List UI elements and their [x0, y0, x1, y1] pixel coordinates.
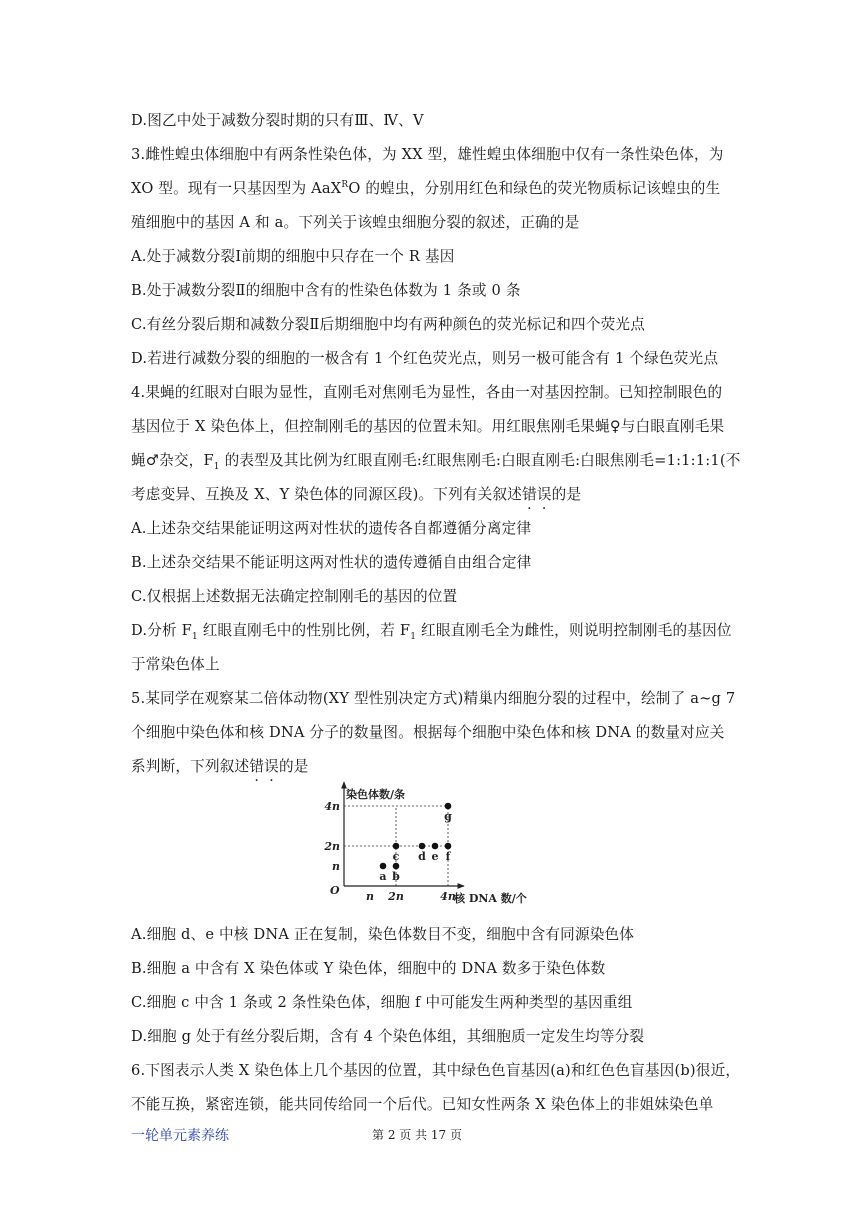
data-point-label-f: f	[445, 850, 451, 863]
option-d-q2: D.图乙中处于减数分裂时期的只有Ⅲ、Ⅳ、Ⅴ	[131, 112, 424, 129]
origin-label: O	[330, 884, 340, 897]
x-tick-label: 2n	[388, 890, 404, 903]
data-points	[379, 803, 452, 883]
data-point-label-g: g	[444, 810, 452, 823]
data-point-g	[445, 803, 452, 810]
data-point-label-a: a	[379, 870, 387, 883]
data-point-label-d: d	[418, 850, 426, 863]
option-c-q3: C.有丝分裂后期和减数分裂Ⅱ后期细胞中均有两种颜色的荧光标记和四个荧光点	[131, 316, 646, 333]
question-5-line-2: 个细胞中染色体和核 DNA 分子的数量图。根据每个细胞中染色体和核 DNA 的数量对应关	[131, 724, 725, 741]
option-d-q3: D.若进行减数分裂的细胞的一极含有 1 个红色荧光点，则另一极可能含有 1 个绿色荧光点	[131, 350, 719, 367]
data-point-label-b: b	[392, 870, 400, 883]
data-point-b	[393, 863, 400, 870]
option-a-q5: A.细胞 d、e 中核 DNA 正在复制，染色体数目不变，细胞中含有同源染色体	[131, 926, 635, 943]
chromosome-dna-scatter-chart	[314, 776, 534, 910]
option-d-q5: D.细胞 g 处于有丝分裂后期，含有 4 个染色体组，其细胞质一定发生均等分裂	[131, 1028, 645, 1045]
question-3-line-1: 3.雌性蝗虫体细胞中有两条性染色体，为 XX 型，雄性蝗虫体细胞中仅有一条性染色体，为	[131, 146, 724, 163]
data-point-f	[445, 843, 452, 850]
option-b-q4: B.上述杂交结果不能证明这两对性状的遗传遵循自由组合定律	[131, 554, 532, 571]
option-d-q4-line-2: 于常染色体上	[131, 656, 220, 673]
x-tick-label: 4n	[440, 890, 456, 903]
question-3-line-2: XO 型。现有一只基因型为 AaX$^R$O 的蝗虫，分别用红色和绿色的荧光物质标记该蝗虫的生	[131, 180, 721, 197]
y-tick-label: 2n	[324, 840, 340, 853]
question-6-line-2: 不能互换，紧密连锁，能共同传给同一个后代。已知女性两条 X 染色体上的非姐妹染色单	[131, 1096, 714, 1113]
option-b-q5: B.细胞 a 中含有 X 染色体或 Y 染色体，细胞中的 DNA 数多于染色体数	[131, 960, 606, 977]
option-a-q4: A.上述杂交结果能证明这两对性状的遗传各自都遵循分离定律	[131, 520, 532, 537]
question-5-line-3: 系判断，下列叙述错误的是	[131, 758, 309, 775]
x-axis-label: 核 DNA 数/个	[454, 892, 527, 905]
data-point-a	[380, 863, 387, 870]
footer-series-title: 一轮单元素养练	[131, 1128, 229, 1144]
question-4-line-1: 4.果蝇的红眼对白眼为显性，直刚毛对焦刚毛为显性，各由一对基因控制。已知控制眼色的	[131, 384, 723, 401]
y-axis-label: 染色体数/条	[346, 788, 406, 801]
x-tick-label: n	[366, 890, 374, 903]
data-point-label-e: e	[431, 850, 439, 863]
y-tick-label: n	[332, 860, 340, 873]
question-5-line-1: 5.某同学在观察某二倍体动物(XY 型性别决定方式)精巢内细胞分裂的过程中，绘制了 a~g 7	[131, 690, 736, 707]
question-4-line-2: 基因位于 X 染色体上，但控制刚毛的基因的位置未知。用红眼焦刚毛果蝇♀与白眼直刚毛果	[131, 418, 725, 435]
chart-svg	[314, 776, 534, 910]
option-a-q3: A.处于减数分裂Ⅰ前期的细胞中只存在一个 R 基因	[131, 248, 455, 265]
option-c-q4: C.仅根据上述数据无法确定控制刚毛的基因的位置	[131, 588, 458, 605]
option-c-q5: C.细胞 c 中含 1 条或 2 条性染色体，细胞 f 中可能发生两种类型的基因重组	[131, 994, 633, 1011]
option-d-q4-line-1: D.分析 $F_1$ 红眼直刚毛中的性别比例，若 $F_1$ 红眼直刚毛全为雌性，则说明控制刚毛的基因位	[131, 622, 732, 642]
data-point-label-c: c	[392, 850, 400, 863]
question-3-line-3: 殖细胞中的基因 A 和 a。下列关于该蝗虫细胞分裂的叙述，正确的是	[131, 214, 580, 231]
question-4-line-4: 考虑变异、互换及 X、Y 染色体的同源区段)。下列有关叙述错误的是	[131, 486, 582, 503]
page-number: 第 2 页 共 17 页	[372, 1128, 462, 1142]
data-point-c	[393, 843, 400, 850]
data-point-e	[432, 843, 439, 850]
data-point-d	[419, 843, 426, 850]
option-b-q3: B.处于减数分裂Ⅱ的细胞中含有的性染色体数为 1 条或 0 条	[131, 282, 521, 299]
y-tick-label: 4n	[324, 800, 340, 813]
question-4-line-3: 蝇♂杂交，$F_1$ 的表型及其比例为红眼直刚毛:红眼焦刚毛:白眼直刚毛:白眼焦刚毛=1:1:1:1(不	[131, 452, 741, 472]
question-6-line-1: 6.下图表示人类 X 染色体上几个基因的位置，其中绿色色盲基因(a)和红色色盲基因(b)很近，	[131, 1062, 741, 1079]
